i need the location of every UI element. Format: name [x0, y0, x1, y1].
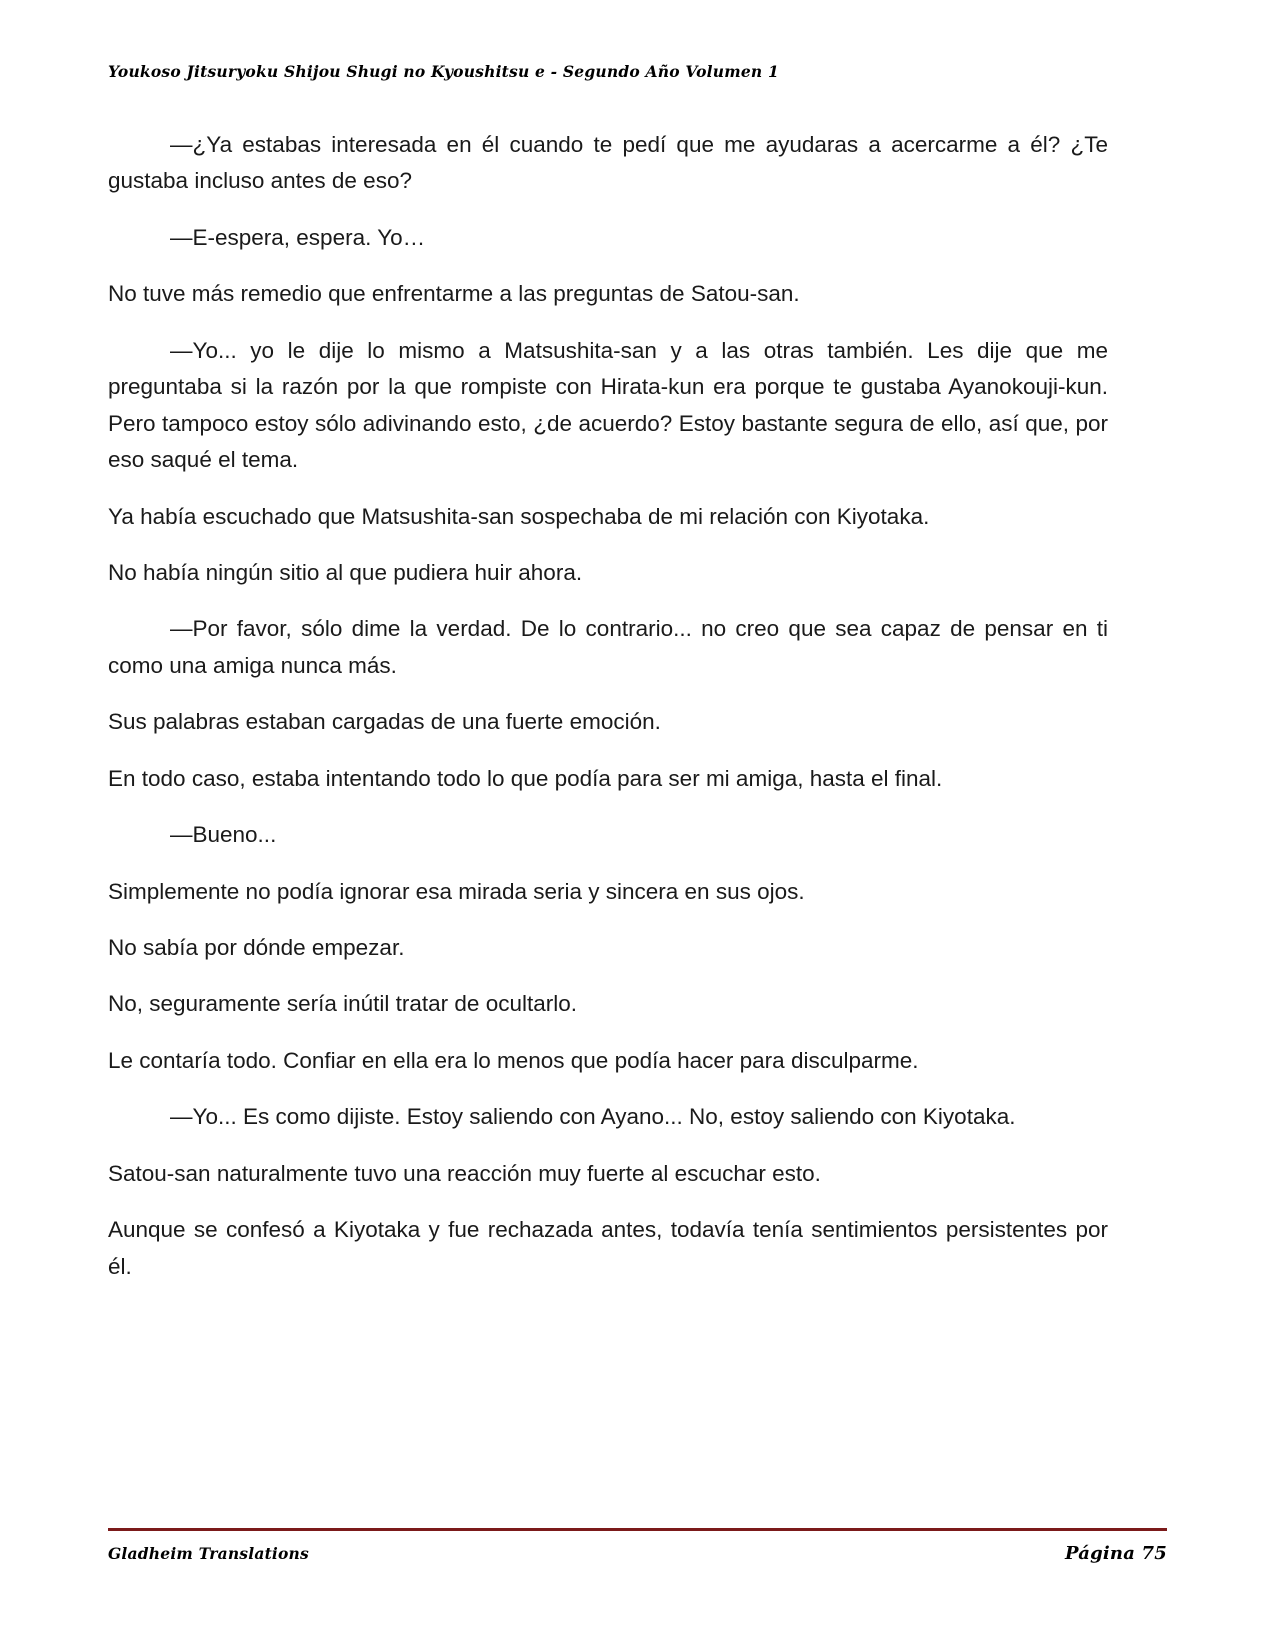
paragraph: Simplemente no podía ignorar esa mirada seria y sincera en sus ojos. [108, 878, 805, 904]
paragraph: —Bueno... [170, 822, 277, 848]
page-footer [108, 1528, 1167, 1564]
paragraph: Satou-san naturalmente tuvo una reacción muy fuerte al escuchar esto. [108, 1160, 821, 1186]
paragraph: —Yo... Es como dijiste. Estoy saliendo con Ayano... No, estoy saliendo con Kiyotaka. [170, 1104, 1016, 1130]
paragraph: No había ningún sitio al que pudiera huir ahora. [108, 559, 583, 585]
paragraph: Aunque se confesó a Kiyotaka y fue rechazada antes, todavía tenía sentimientos persistentes por él. [108, 1217, 1108, 1279]
paragraph: En todo caso, estaba intentando todo lo que podía para ser mi amiga, hasta el final. [108, 765, 943, 791]
paragraph: Le contaría todo. Confiar en ella era lo menos que podía hacer para disculparme. [108, 1047, 919, 1073]
paragraph: No, seguramente sería inútil tratar de ocultarlo. [108, 991, 577, 1017]
paragraph: —¿Ya estabas interesada en él cuando te pedí que me ayudaras a acercarme a él? ¿Te gustaba incluso antes de eso? [108, 132, 1108, 194]
paragraph: —Por favor, sólo dime la verdad. De lo contrario... no creo que sea capaz de pensar en ti como una amiga nunca más. [108, 616, 1108, 678]
footer-divider [108, 1528, 1167, 1531]
paragraph: Sus palabras estaban cargadas de una fuerte emoción. [108, 709, 661, 735]
paragraph: Ya había escuchado que Matsushita-san sospechaba de mi relación con Kiyotaka. [108, 503, 930, 529]
paragraph: —E-espera, espera. Yo… [170, 224, 426, 250]
page-body [108, 127, 1108, 1285]
footer-credit: Gladheim Translations [108, 1544, 309, 1563]
paragraph: —Yo... yo le dije lo mismo a Matsushita-san y a las otras también. Les dije que me preguntaba si la razón por la que rompiste con Hirata-kun era porque te gustaba Ayanokouji-kun. Pero tampoco estoy sólo adivinando esto, ¿de acuerdo? Estoy bastante segura de ello, así que, por eso saqué el tema. [108, 337, 1108, 473]
page-number: Página 75 [1064, 1543, 1167, 1564]
paragraph: No sabía por dónde empezar. [108, 935, 405, 960]
footer-row [108, 1543, 1167, 1564]
page-header: Youkoso Jitsuryoku Shijou Shugi no Kyoushitsu e - Segundo Año Volumen 1 [108, 62, 779, 81]
paragraph: No tuve más remedio que enfrentarme a las preguntas de Satou-san. [108, 281, 800, 307]
